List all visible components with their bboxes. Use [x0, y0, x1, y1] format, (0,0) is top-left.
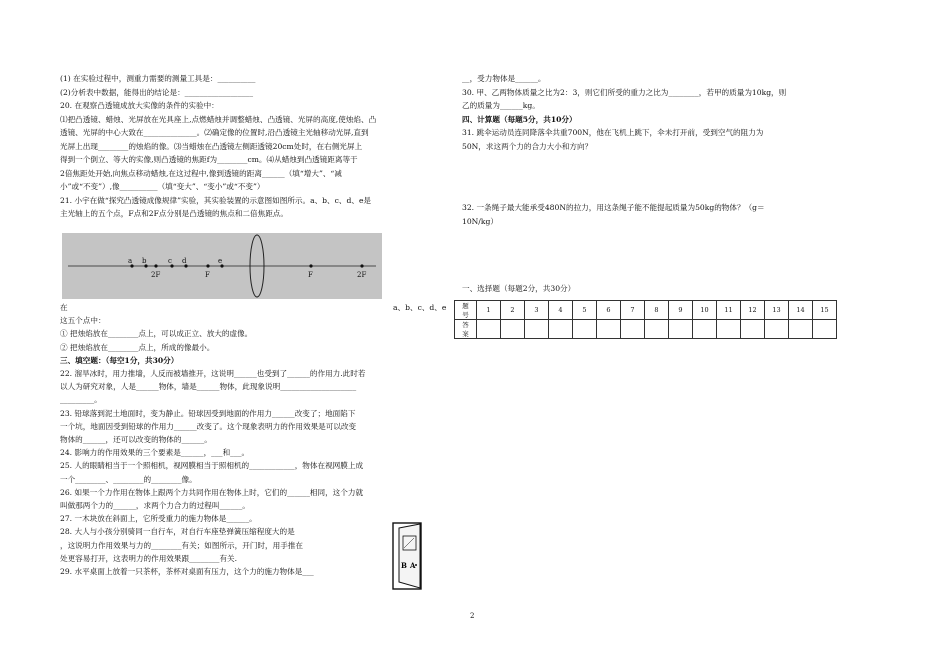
table-cell-answer	[549, 320, 573, 339]
text-line: 27. 一木块放在斜面上，它所受重力的施力物体是______。	[60, 514, 257, 524]
label-f-left: F	[205, 271, 210, 279]
table-cell-number: 6	[597, 301, 621, 320]
lens-diagram	[62, 233, 382, 299]
table-cell-number: 4	[549, 301, 573, 320]
text-line: 以人为研究对象，人是______物体，墙是______物体，此现象说明____________________	[60, 382, 357, 392]
table-cell-answer	[693, 320, 717, 339]
point-f-left	[206, 264, 209, 267]
table-row-numbers	[455, 301, 837, 320]
table-cell-answer	[669, 320, 693, 339]
text-line: 23. 铅球落到泥土地面时，变为静止。铅球因受到地面的作用力______改变了；地面陷下	[60, 408, 356, 418]
text-line: __，受力物体是______。	[462, 74, 546, 83]
text-line: 一个坑，地面因受到铅球的作用力______改变了。这个现象表明力的作用效果是可以改变	[60, 421, 357, 431]
table-cell-number: 5	[573, 301, 597, 320]
text-line: 一个________、________的________像。	[60, 474, 197, 484]
text-line: ① 把烛焰放在________点上，可以成正立、放大的虚像。	[60, 329, 253, 339]
point-2f-right	[360, 264, 363, 267]
text-line: 物体的______，还可以改变的物体的______。	[60, 435, 212, 444]
page-number: 2	[470, 612, 475, 620]
table-cell-answer	[789, 320, 813, 339]
text-line: (2)分析表中数据，能得出的结论是：__________________	[60, 87, 254, 97]
door-label-a: A	[410, 561, 416, 570]
text-line: 透镜、光屏的中心大致在______________。⑵确定像的位置时,沿凸透镜主光轴移动光屏,直到	[60, 128, 369, 137]
text-line: 小”或“不变”）,像__________（填“变大”、“变小”或“不变”）	[60, 182, 265, 191]
table-cell-answer	[765, 320, 789, 339]
label-d: d	[182, 257, 187, 265]
text-line: 50N，求这两个力的合力大小和方向？	[462, 141, 593, 151]
text-line: (1) 在实验过程中，测重力需要的测量工具是：__________	[60, 74, 256, 83]
point-2f-left	[154, 264, 157, 267]
table-cell-number: 1	[477, 301, 501, 320]
text-line: 光屏上出现________的烛焰的像。⑶当蜡烛在凸透镜左侧距透镜20cm处时，在右侧光屏上	[60, 141, 363, 151]
text-line: 这五个点中：	[60, 316, 106, 326]
text-line: 得到一个倒立、等大的实像,则凸透镜的焦距f为________cm。⑷从蜡烛到凸透镜距离等于	[60, 155, 358, 164]
table-cell-answer	[645, 320, 669, 339]
table-cell-number: 2	[501, 301, 525, 320]
label-e: e	[218, 257, 223, 265]
table-cell-number: 3	[525, 301, 549, 320]
table-row-answers	[455, 320, 837, 339]
table-cell-number: 12	[741, 301, 765, 320]
table-cell-answer	[813, 320, 837, 339]
table-cell-answer	[573, 320, 597, 339]
table-cell-answer	[741, 320, 765, 339]
table-cell-answer	[717, 320, 741, 339]
text-line: 20. 在观察凸透镜成放大实像的条件的实验中：	[60, 101, 219, 110]
label-f-right: F	[308, 271, 313, 279]
table-header-answer: 答 案	[455, 320, 477, 339]
text-line: 22. 溜旱冰时，用力推墙，人反而被墙推开，这说明______也受到了______的作用力.此时若	[60, 369, 366, 378]
text-line: 29. 水平桌面上放着一只茶杯，茶杯对桌面有压力，这个力的施力物体是___	[60, 567, 314, 576]
text-line: 处更容易打开，这表明力的作用效果跟________有关.	[60, 553, 238, 563]
section-one-title: 一、选择题（每题2分，共30分）	[462, 284, 576, 293]
text-line: 30. 甲、乙两物体质量之比为2：3，则它们所受的重力之比为________，若甲的质量为10kg，则	[462, 87, 787, 97]
door-label-b: B	[401, 561, 407, 570]
table-cell-number: 8	[645, 301, 669, 320]
table-cell-number: 10	[693, 301, 717, 320]
answer-table	[454, 300, 837, 339]
table-cell-answer	[621, 320, 645, 339]
table-cell-answer	[525, 320, 549, 339]
text-line: _________。	[60, 395, 102, 405]
text-line: 26. 如果一个力作用在物体上跟两个力共同作用在物体上时，它们的______相同，这个力就	[60, 487, 364, 497]
text-line: 10N/kg）	[462, 216, 498, 226]
door-figure	[390, 520, 428, 592]
table-cell-number: 15	[813, 301, 837, 320]
text-line: ⑴把凸透镜、蜡烛、光屏放在光具座上,点燃蜡烛并调整蜡烛、凸透镜、光屏的高度,使烛焰、凸	[60, 114, 377, 124]
label-a: a	[128, 257, 133, 265]
text-line: 叫做那两个力的______，求两个力合力的过程叫______。	[60, 501, 250, 510]
text-line: 25. 人的眼睛相当于一个照相机，视网膜相当于照相机的____________，物体在视网膜上成	[60, 461, 364, 471]
text-line: 四、计算题（每题5分，共10分）	[462, 114, 577, 124]
points-label: a、b、c、d、e	[393, 303, 447, 312]
text-line: 28. 大人与小孩分别骑同一自行车，对自行车座垫弹簧压缩程度大的是	[60, 527, 295, 537]
text-line: 21. 小宇在做“探究凸透镜成像规律”实验，其实验装置的示意图如图所示。a、b、c、d、e是	[60, 195, 372, 205]
label-2f-left: 2F	[151, 271, 161, 279]
table-cell-answer	[597, 320, 621, 339]
text-line: 主光轴上的五个点，F点和2F点分别是凸透镜的焦点和二倍焦距点。	[60, 209, 288, 218]
label-2f-right: 2F	[357, 271, 367, 279]
table-cell-number: 11	[717, 301, 741, 320]
table-cell-number: 7	[621, 301, 645, 320]
table-header-number: 题 号	[455, 301, 477, 320]
point-f-right	[309, 264, 312, 267]
text-line: 乙的质量为______kg。	[462, 101, 540, 110]
label-c: c	[168, 257, 172, 265]
text-line: 32. 一条绳子最大能承受480N的拉力，用这条绳子能不能提起质量为50kg的物体？（g＝	[462, 203, 765, 212]
text-line: ② 把烛焰放在________点上，所成的像最小。	[60, 342, 215, 352]
table-cell-answer	[477, 320, 501, 339]
text-line: 2倍焦距处开始,向焦点移动蜡烛,在这过程中,像到透镜的距离______（填“增大”、“减	[60, 168, 342, 178]
table-cell-number: 14	[789, 301, 813, 320]
text-line: 31. 跳伞运动员连同降落伞共重700N，他在飞机上跳下，伞未打开前，受到空气的阻力为	[462, 128, 764, 137]
text-line: 三、填空题：（每空1分，共30分）	[60, 355, 179, 365]
table-cell-answer	[501, 320, 525, 339]
label-b: b	[142, 257, 147, 265]
text-line: 在	[60, 303, 68, 312]
text-line: 24. 影响力的作用效果的三个要素是______，___和___。	[60, 448, 250, 458]
table-cell-number: 13	[765, 301, 789, 320]
table-cell-number: 9	[669, 301, 693, 320]
text-line: ，这说明力作用效果与力的________有关；如图所示，开门时，用手推在	[60, 540, 303, 550]
